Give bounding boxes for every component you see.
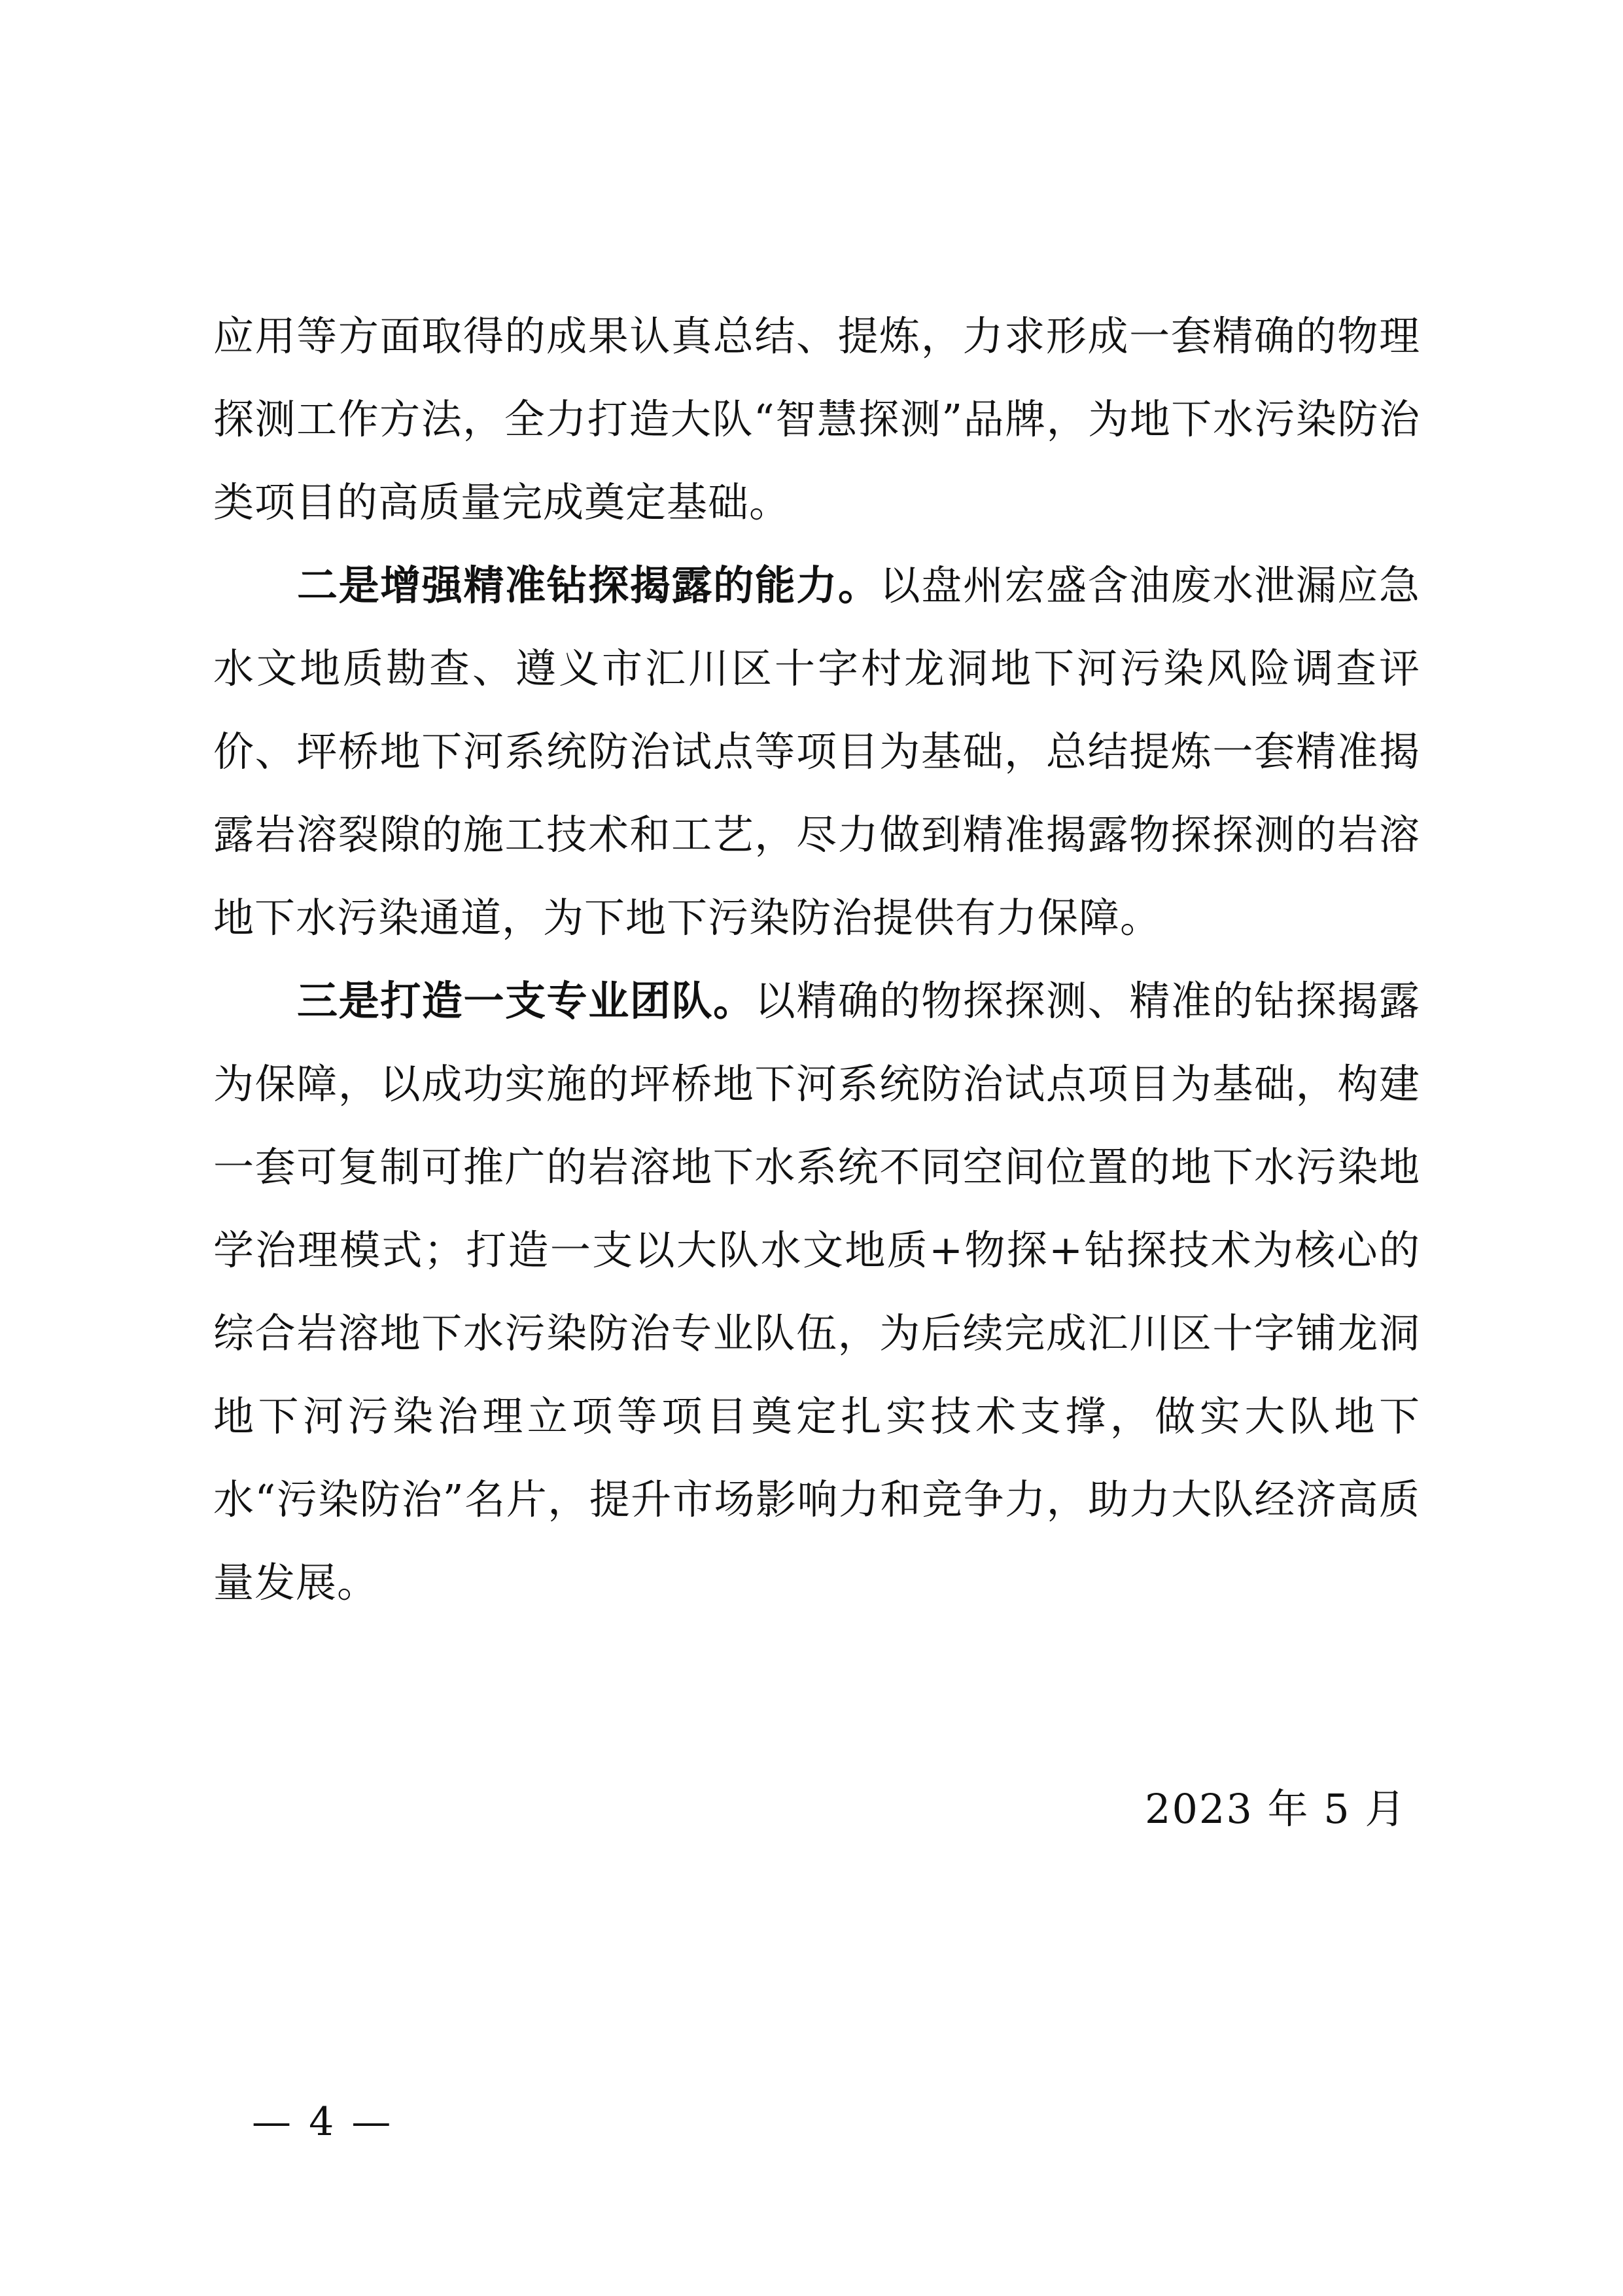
paragraph-text: 应用等方面取得的成果认真总结、提炼，力求形成一套精确的物理探测工作方法，全力打造大队“智慧探测”品牌，为地下水污染防治类项目的高质量完成奠定基础。 bbox=[213, 312, 1420, 526]
paragraph-drilling bbox=[213, 544, 1420, 959]
page-number: — 4 — bbox=[252, 2099, 394, 2145]
paragraph-continued bbox=[213, 294, 1420, 544]
paragraph-heading: 二是增强精准钻探揭露的能力。 bbox=[297, 561, 880, 609]
paragraph-heading: 三是打造一支专业团队。 bbox=[297, 977, 755, 1025]
paragraph-text: 以精确的物探探测、精准的钻探揭露为保障，以成功实施的坪桥地下河系统防治试点项目为基础，构建一套可复制可推广的岩溶地下水系统不同空间位置的地下水污染地学治理模式；打造一支以大队水文地质+物探+钻探技术为核心的综合岩溶地下水污染防治专业队伍，为后续完成汇川区十字铺龙洞地下河污染治理立项等项目奠定扎实技术支撑，做实大队地下水“污染防治”名片，提升市场影响力和竞争力，助力大队经济高质量发展。 bbox=[213, 977, 1420, 1606]
document-date: 2023 年 5 月 bbox=[1145, 1785, 1407, 1833]
document-body bbox=[213, 294, 1420, 1624]
paragraph-team bbox=[213, 959, 1420, 1624]
paragraph-text: 以盘州宏盛含油废水泄漏应急水文地质勘查、遵义市汇川区十字村龙洞地下河污染风险调查评价、坪桥地下河系统防治试点等项目为基础，总结提炼一套精准揭露岩溶裂隙的施工技术和工艺，尽力做到精准揭露物探探测的岩溶地下水污染通道，为下地下污染防治提供有力保障。 bbox=[213, 561, 1420, 942]
